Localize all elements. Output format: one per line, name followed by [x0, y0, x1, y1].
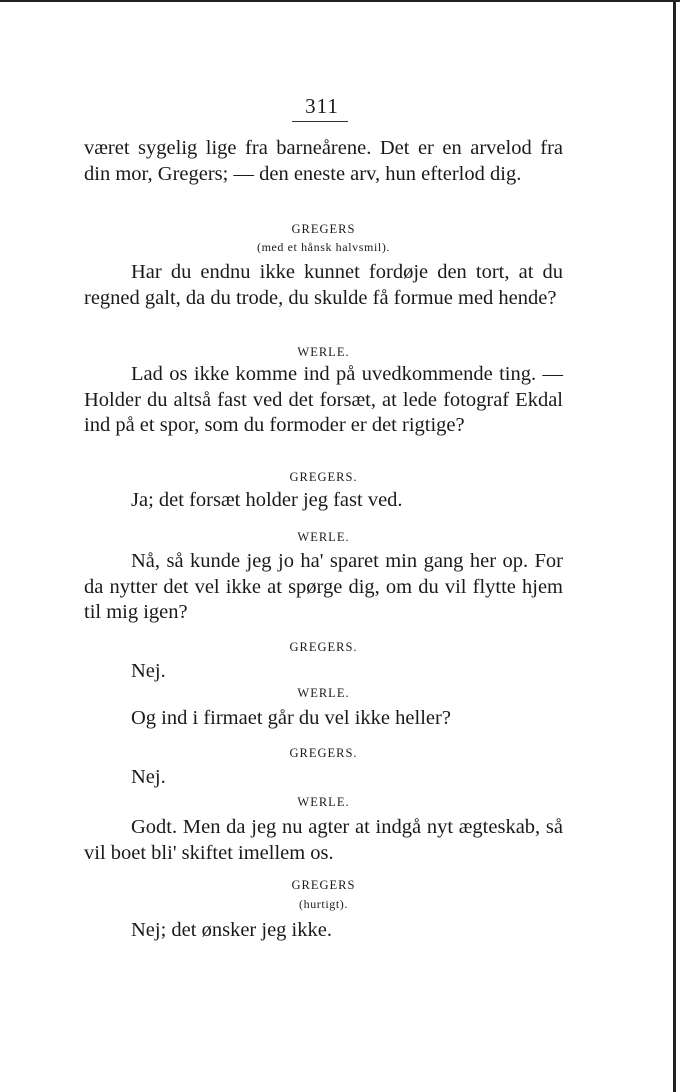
speech-text: Godt. Men da jeg nu agter at indgå nyt ægteskab, så vil boet bli' skiftet imellem os. [84, 816, 563, 864]
page-edge-right [673, 0, 676, 1092]
continued-speech: været sygelig lige fra barneårene. Det er en arvelod fra din mor, Gregers; — den eneste arv, hun efterlod dig. [84, 137, 563, 185]
speech-text: Nej. [131, 660, 166, 682]
speaker-label: GREGERS [291, 878, 356, 892]
speaker-label: GREGERS. [289, 746, 358, 760]
speaker-label: WERLE. [297, 345, 350, 359]
speaker-label: WERLE. [297, 530, 350, 544]
speaker-label: GREGERS. [289, 470, 358, 484]
page-number: 311 [305, 94, 339, 118]
stage-direction: (med et hånsk halvsmil). [256, 240, 391, 254]
page-number-rule [292, 121, 348, 122]
stage-direction: (hurtigt). [299, 897, 348, 911]
speaker-label: GREGERS. [289, 640, 358, 654]
page-edge-top [0, 0, 680, 2]
speech-text: Nej. [131, 766, 166, 788]
speech-text: Nej; det ønsker jeg ikke. [131, 919, 332, 941]
speech-text: Nå, så kunde jeg jo ha' sparet min gang her op. For da nytter det vel ikke at spørge dig, om du vil flytte hjem til mig igen? [84, 550, 563, 623]
speech-text: Lad os ikke komme ind på uvedkommende ting. — Holder du altså fast ved det forsæt, at lede fotograf Ekdal ind på et spor, som du formoder er det rigtige? [84, 363, 563, 436]
speaker-label: WERLE. [297, 795, 350, 809]
speech-text: Og ind i firmaet går du vel ikke heller? [131, 707, 451, 729]
speaker-label: GREGERS [291, 222, 356, 236]
speech-text: Har du endnu ikke kunnet fordøje den tort, at du regned galt, da du trode, du skulde få formue med hende? [84, 261, 563, 309]
speaker-label: WERLE. [297, 686, 350, 700]
speech-text: Ja; det forsæt holder jeg fast ved. [131, 489, 403, 511]
